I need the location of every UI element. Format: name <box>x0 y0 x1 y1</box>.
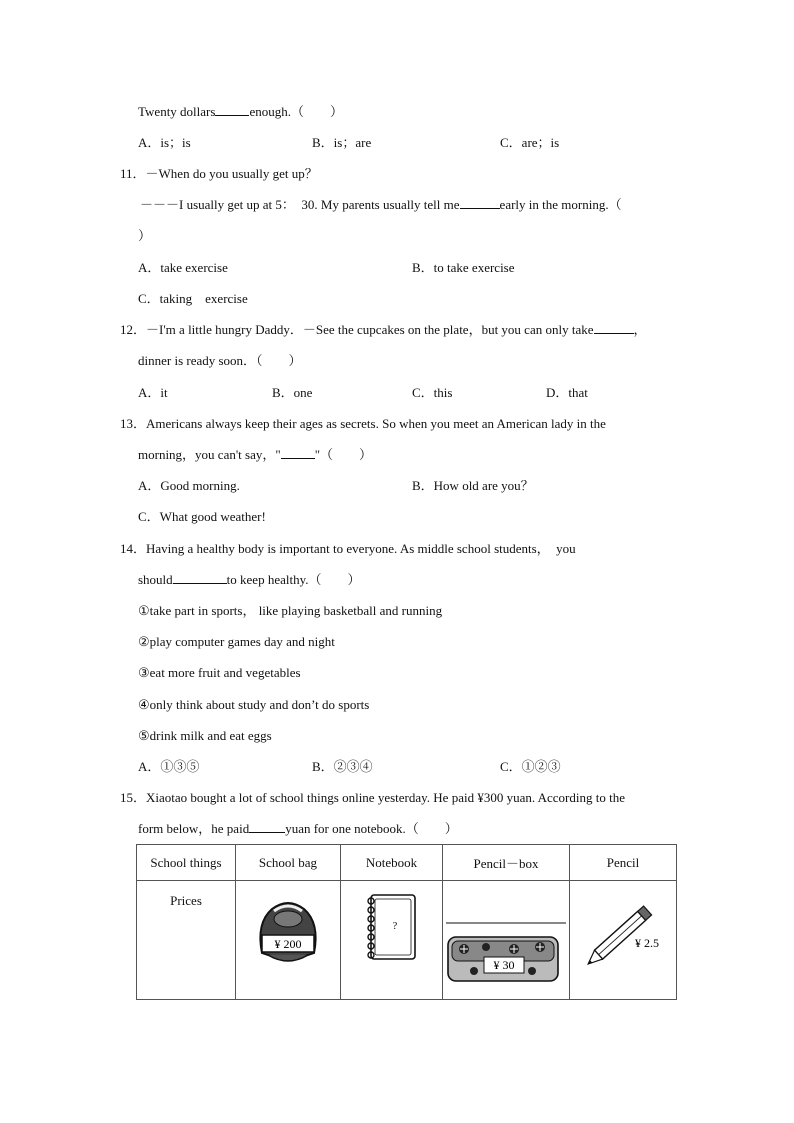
header-school-bag: School bag <box>236 845 341 881</box>
q12-option-d[interactable]: D．that <box>546 385 588 400</box>
q14-item-4: ④only think about study and don’t do sports <box>138 697 370 712</box>
q12-option-a[interactable]: A．it <box>138 385 168 400</box>
q14-line2: should to keep healthy.（ ） <box>138 572 361 587</box>
q11-option-c[interactable]: C．taking exercise <box>138 291 248 306</box>
q10-option-a[interactable]: A．is；is <box>138 135 191 150</box>
q11-option-b[interactable]: B．to take exercise <box>412 260 515 275</box>
q12-line2: dinner is ready soon．（ ） <box>138 353 302 368</box>
q13-option-c[interactable]: C．What good weather! <box>138 509 266 524</box>
q11-option-a[interactable]: A．take exercise <box>138 260 228 275</box>
q15-line1: 15．Xiaotao bought a lot of school things online yesterday. He paid ¥300 yuan. According to the <box>120 790 625 805</box>
q10-stem: Twenty dollars enough.（ ） <box>138 104 343 119</box>
notebook-cell <box>341 881 443 1000</box>
header-pencil-box: Pencil－box <box>443 845 570 881</box>
header-pencil: Pencil <box>570 845 677 881</box>
school-things-table <box>136 844 677 1000</box>
prices-label: Prices <box>170 893 202 908</box>
q14-item-1: ①take part in sports， like playing basketball and running <box>138 603 443 618</box>
pencil-icon <box>573 889 673 979</box>
q14-option-a[interactable]: A．①③⑤ <box>138 759 200 774</box>
school-bag-price: ¥ 200 <box>274 937 302 951</box>
pencil-cell <box>570 881 677 1000</box>
q12-line1: 12．－I'm a little hungry Daddy．－See the cupcakes on the plate，but you can only take ， <box>120 322 647 337</box>
q10-blank[interactable] <box>215 103 249 116</box>
header-school-things: School things <box>137 845 236 881</box>
q11-line3: ） <box>138 228 152 243</box>
pencil-price: ¥ 2.5 <box>635 936 659 950</box>
header-notebook: Notebook <box>341 845 443 881</box>
q14-option-c[interactable]: C．①②③ <box>500 759 561 774</box>
q10-option-c[interactable]: C．are；is <box>500 135 560 150</box>
q15-line2: form below，he paid yuan for one notebook.（ ） <box>138 821 458 836</box>
q12-blank[interactable] <box>594 321 634 334</box>
table-row <box>137 881 677 1000</box>
q11-line1: 11．－When do you usually get up？ <box>120 166 318 181</box>
q14-item-3: ③eat more fruit and vegetables <box>138 665 301 680</box>
table-header-row <box>137 845 677 881</box>
pencil-box-price: ¥ 30 <box>493 958 515 972</box>
q11-line2: －－－I usually get up at 5： 30. My parents usually tell me early in the morning.（ <box>140 197 622 212</box>
q12-option-b[interactable]: B．one <box>272 385 313 400</box>
q14-item-2: ②play computer games day and night <box>138 634 335 649</box>
q15-blank[interactable] <box>249 820 285 833</box>
q14-option-b[interactable]: B．②③④ <box>312 759 373 774</box>
pencil-box-icon <box>444 883 568 995</box>
school-bag-icon <box>248 893 328 973</box>
school-bag-cell <box>236 881 341 1000</box>
q14-item-5: ⑤drink milk and eat eggs <box>138 728 272 743</box>
pencil-box-cell <box>443 881 570 1000</box>
q13-line1: 13．Americans always keep their ages as secrets. So when you meet an American lady in the <box>120 416 606 431</box>
q14-blank[interactable] <box>173 571 227 584</box>
prices-label-cell <box>137 881 236 1000</box>
q10-option-b[interactable]: B．is；are <box>312 135 372 150</box>
notebook-price: ? <box>392 921 397 932</box>
q11-blank[interactable] <box>460 196 500 209</box>
q13-line2: morning，you can't say，" "（ ） <box>138 447 372 462</box>
q13-blank[interactable] <box>281 446 315 459</box>
q14-line1: 14．Having a healthy body is important to everyone. As middle school students， you <box>120 541 576 556</box>
q13-option-a[interactable]: A．Good morning. <box>138 478 240 493</box>
q13-option-b[interactable]: B．How old are you？ <box>412 478 534 493</box>
q12-option-c[interactable]: C．this <box>412 385 453 400</box>
notebook-icon <box>357 889 427 969</box>
